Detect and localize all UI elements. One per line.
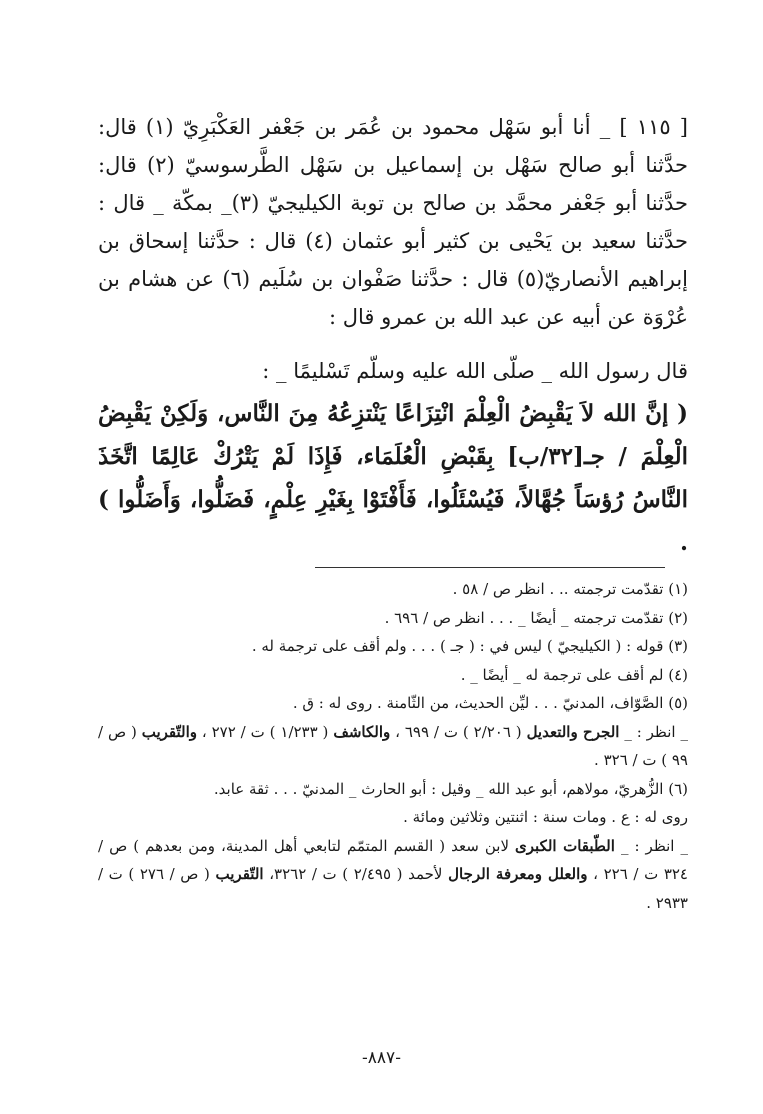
book-title: والكاشف (333, 722, 391, 741)
ref-prefix: _ انظر : _ (620, 836, 688, 855)
footnote-5-references (98, 718, 688, 775)
ref-detail: ( ص / ٩٩ ) ت / ٣٢٦ . (98, 722, 688, 769)
footnote-3: (٣) قوله : ( الكيليجيّ ) ليس في : ( جـ ) . . . ولم أقف على ترجمة له . (251, 637, 688, 655)
ref-detail: لأحمد ( ٢/٤٩٥ ) ت / ٣٢٦٢، (269, 865, 443, 883)
footnote-6: (٦) الزُّهريّ، مولاهم، أبو عبد الله _ وقيل : أبو الحارث _ المدنيّ . . . ثقة عابد. (213, 779, 688, 798)
footnote-4: (٤) لم أقف على ترجمة له _ أيضًا _ . (460, 665, 688, 684)
ref-detail: ( ٢/٢٠٦ ) ت / ٦٩٩ ، (395, 722, 522, 741)
footnote-1: (١) تقدّمت ترجمته .. . انظر ص / ٥٨ . (452, 580, 688, 598)
book-title: والعلل ومعرفة الرجال (448, 865, 588, 883)
hadith-text: ( إنَّ الله لاَ يَقْبِضُ الْعِلْمَ انْتِزَاعًا يَنْتزِعُهُ مِنَ النَّاس، وَلَكِنْ يَقْبِضُ الْعِلْمَ / جـ[٣٢/ب] بِقَبْضِ الْعُلَمَاء، فَإِذَا لَمْ يَتْرُكْ عَالِمًا اتَّخَذَ النَّاسُ رُؤسَاً جُهَّالاً، فَيُسْئَلُوا، فَأَفْتَوْا بِغَيْرِ عِلْمٍ، فَضَلُّوا، وَأَضَلُّوا ) . (98, 400, 688, 556)
ref-detail: لابن سعد ( القسم المتمّم لتابعي أهل المدينة، ومن بعدهم ) ص / ٣٢٤ ت / ٢٢٦ ، (98, 836, 688, 883)
footnote-2: (٢) تقدّمت ترجمته _ أيضًا _ . . . انظر ص / ٦٩٦ . (384, 608, 688, 627)
main-text (98, 108, 688, 564)
ref-prefix: _ انظر : _ (624, 722, 688, 741)
footnote-6-continued: روى له : ع . ومات سنة : اثنتين وثلاثين ومائة . (403, 808, 688, 826)
book-title: الجرح والتعديل (526, 722, 620, 741)
book-title: والتّقريب (141, 722, 197, 741)
book-title: الطّبقات الكبرى (515, 836, 615, 855)
footnote-6-references (98, 832, 688, 918)
ref-detail: ( ١/٢٣٣ ) ت / ٢٧٢ ، (201, 722, 329, 741)
footnote-separator (315, 567, 665, 568)
isnad-paragraph: [ ١١٥ ] _ أنا أبو سَهْل محمود بن عُمَر بن جَعْفر العَكْبَرِيّ (١) قال: حدَّثنا أبو صالح سَهْل بن إسماعيل بن سَهْل الطَّرسوسيّ (٢) قال: حدَّثنا أبو جَعْفر محمَّد بن صالح بن توبة الكيليجيّ (٣)_ بمكّة _ قال : حدَّثنا سعيد بن يَحْيى بن كثير أبو عثمان (٤) قال : حدَّثنا إسحاق بن إبراهيم الأنصاريّ(٥) قال : حدَّثنا صَفْوان بن سُلَيم (٦) عن هشام بن عُرْوَة عن أبيه عن عبد الله بن عمرو قال : (98, 115, 689, 329)
ref-detail: ( ص / ٢٧٦ ) ت / ٢٩٣٣ . (98, 865, 688, 912)
hadith-intro: قال رسول الله _ صلّى الله عليه وسلّم تَسْليمًا _ : (262, 359, 688, 383)
book-title: التّقريب (215, 865, 264, 883)
footnotes (98, 575, 688, 917)
footnote-5: (٥) الصَّوّاف، المدنيّ . . . ليِّن الحديث، من الثّامنة . روى له : ق . (292, 694, 688, 712)
page-number: -٨٨٧- (362, 1048, 401, 1068)
